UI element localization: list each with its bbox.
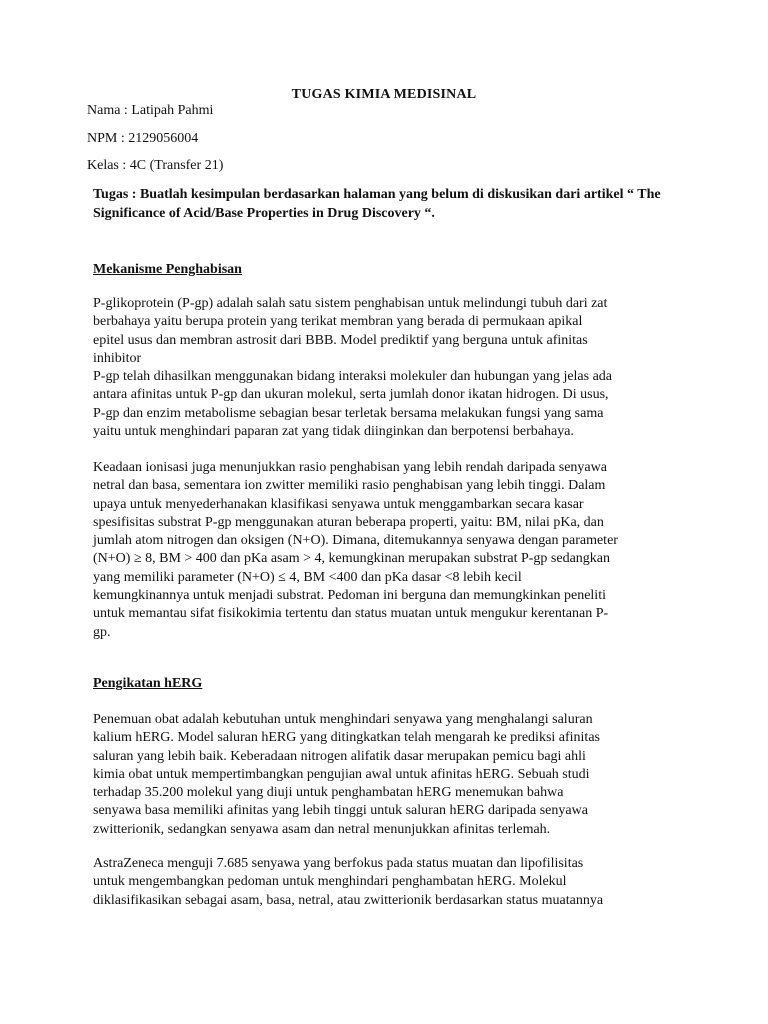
text-line: untuk mengembangkan pedoman untuk menghindari penghambatan hERG. Molekul [93, 874, 567, 890]
paragraph-efflux-2 [93, 459, 673, 642]
text-line: Keadaan ionisasi juga menunjukkan rasio penghabisan yang lebih rendah daripada senyawa [93, 460, 607, 475]
text-line: terhadap 35.200 molekul yang diuji untuk penghambatan hERG menemukan bahwa [93, 785, 564, 801]
task-instruction [93, 185, 673, 223]
student-class: Kelas : 4C (Transfer 21) [87, 158, 224, 173]
text-line: AstraZeneca menguji 7.685 senyawa yang berfokus pada status muatan dan lipofilisitas [93, 856, 584, 871]
text-line: gp. [93, 624, 111, 640]
text-line: kemungkinannya untuk menjadi substrat. Pedoman ini berguna dan memungkinkan peneliti [93, 588, 606, 604]
text-line: antara afinitas untuk P-gp dan ukuran molekul, serta jumlah donor ikatan hidrogen. Di usus, [93, 387, 609, 403]
text-line: diklasifikasikan sebagai asam, basa, netral, atau zwitterionik berdasarkan status muatannya [93, 892, 604, 908]
text-line: yaitu untuk menghindari paparan zat yang tidak diinginkan dan berpotensi berbahaya. [93, 424, 574, 440]
task-line: Tugas : Buatlah kesimpulan berdasarkan halaman yang belum di diskusikan dari [93, 187, 581, 202]
text-line: spesifisitas substrat P-gp menggunakan aturan beberapa properti, yaitu: BM, nilai pKa, dan [93, 514, 604, 530]
text-line: upaya untuk menyederhanakan klasifikasi senyawa untuk menggambarkan secara kasar [93, 496, 584, 512]
student-name: Nama : Latipah Pahmi [87, 103, 214, 118]
text-line: kalium hERG. Model saluran hERG yang ditingkatkan telah mengarah ke prediksi afinitas [93, 730, 600, 746]
paragraph-herg-2 [93, 855, 673, 910]
text-line: yang memiliki parameter (N+O) ≤ 4, BM <400 dan pKa dasar <8 lebih kecil [93, 569, 522, 585]
text-line: untuk memantau sifat fisikokimia tertentu dan status muatan untuk mengukur kerentanan P- [93, 606, 609, 622]
paragraph-herg-1 [93, 711, 673, 839]
text-line: P-glikoprotein (P-gp) adalah salah satu sistem penghabisan untuk melindungi tubuh dari zat [93, 296, 608, 311]
text-line: senyawa basa memiliki afinitas yang lebih tinggi untuk saluran hERG daripada senyawa [93, 803, 588, 819]
section-heading-herg: Pengikatan hERG [93, 676, 203, 691]
text-line: zwitterionik, sedangkan senyawa asam dan netral menunjukkan afinitas terlemah. [93, 821, 551, 837]
text-line: jumlah atom nitrogen dan oksigen (N+O). Dimana, ditemukannya senyawa dengan parameter [93, 533, 618, 549]
paragraph-efflux-1 [93, 295, 673, 441]
text-line: P-gp dan enzim metabolisme sebagian besar terletak bersama melakukan fungsi yang sama [93, 405, 604, 421]
student-npm: NPM : 2129056004 [87, 131, 199, 146]
text-line: P-gp telah dihasilkan menggunakan bidang interaksi molekuler dan hubungan yang jelas ada [93, 369, 613, 385]
text-line: Penemuan obat adalah kebutuhan untuk menghindari senyawa yang menghalangi saluran [93, 712, 593, 727]
text-line: epitel usus dan membran astrosit dari BBB. Model prediktif yang berguna untuk afinitas [93, 332, 588, 348]
text-line: kimia obat untuk mempertimbangkan pengujian awal untuk afinitas hERG. Sebuah studi [93, 766, 590, 782]
document-title: TUGAS KIMIA MEDISINAL [291, 87, 477, 102]
text-line: inhibitor [93, 350, 142, 366]
text-line: netral dan basa, sementara ion zwitter memiliki rasio penghabisan yang lebih tinggi. Dalam [93, 478, 606, 494]
text-line: (N+O) ≥ 8, BM > 400 dan pKa asam > 4, kemungkinan merupakan substrat P-gp sedangkan [93, 551, 610, 567]
text-line: berbahaya yaitu berupa protein yang terikat membran yang berada di permukaan apikal [93, 314, 583, 330]
section-heading-efflux: Mekanisme Penghabisan [93, 262, 242, 277]
text-line: saluran yang lebih baik. Keberadaan nitrogen alifatik dasar merupakan pemicu bagi ahli [93, 748, 586, 764]
task-line: artikel “ The Significance of Acid/Base Properties in Drug Discovery “. [93, 187, 661, 221]
